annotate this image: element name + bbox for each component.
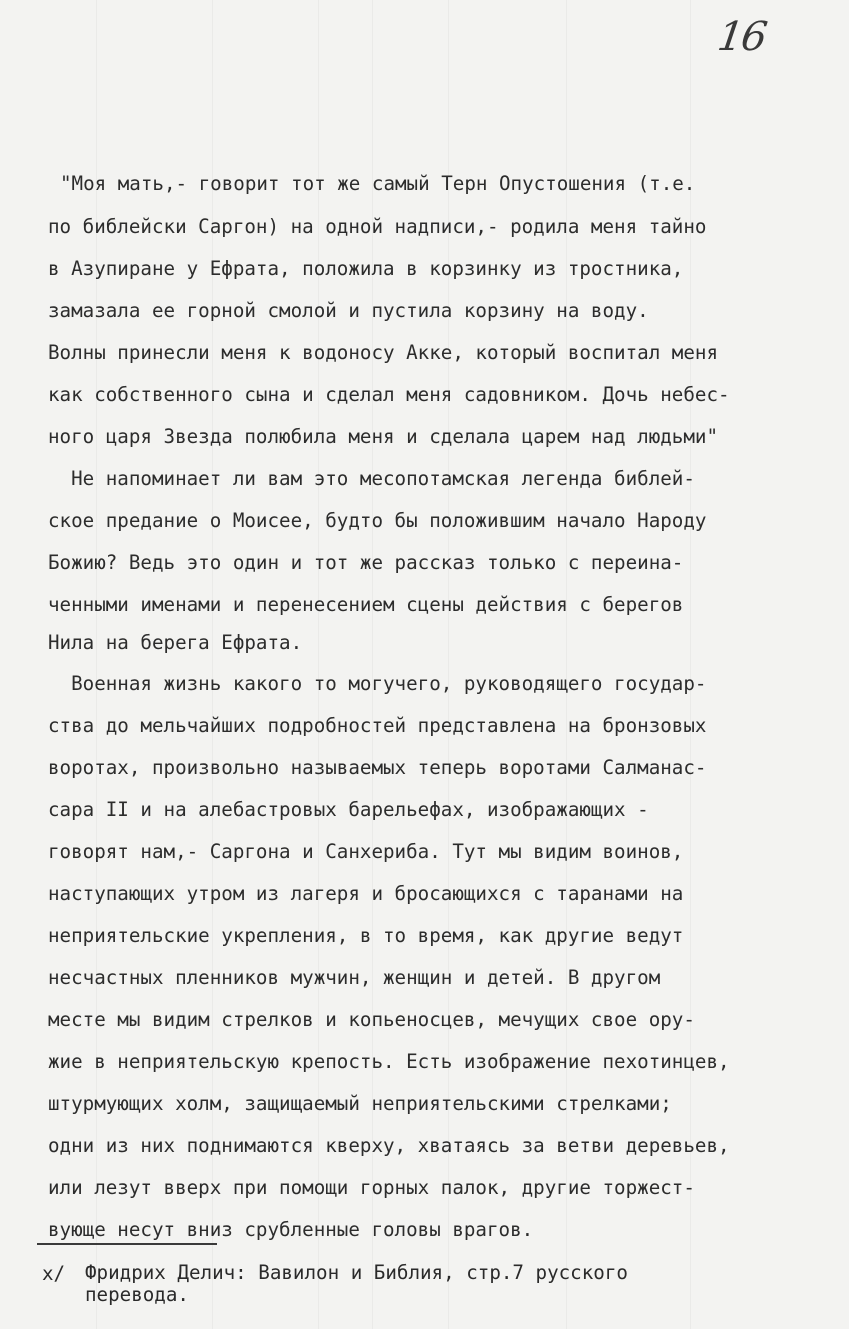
footnote-marker: x/ [42,1262,66,1285]
text-line: сара II и на алебастровых барельефах, изображающих - [48,798,649,821]
text-line: Нила на берега Ефрата. [48,631,303,654]
text-line: неприятельские укрепления, в то время, как другие ведут [48,924,684,947]
text-line: говорят нам,- Саргона и Санхериба. Тут мы видим воинов, [48,840,684,863]
text-line: по библейски Саргон) на одной надписи,- родила меня тайно [48,215,707,238]
text-line: Военная жизнь какого то могучего, руководящего государ- [48,672,707,695]
text-line: ства до мельчайших подробностей представлена на бронзовых [48,714,707,737]
text-line: как собственного сына и сделал меня садовником. Дочь небес- [48,383,730,406]
text-line: ское предание о Моисее, будто бы положившим начало Народу [48,509,707,532]
text-line: месте мы видим стрелков и копьеносцев, мечущих свое ору- [48,1008,695,1031]
text-line: одни из них поднимаются кверху, хватаясь за ветви деревьев, [48,1134,730,1157]
text-line: Волны принесли меня к водоносу Акке, который воспитал меня [48,341,719,364]
text-line: наступающих утром из лагеря и бросающихся с таранами на [48,882,684,905]
text-line: замазала ее горной смолой и пустила корзину на воду. [48,299,649,322]
text-line: "Моя мать,- говорит тот же самый Терн Опустошения (т.е. [60,172,696,195]
text-line: вующе несут вниз срубленные головы врагов. [48,1218,534,1241]
footnote-text [85,1262,628,1306]
text-line: жие в неприятельскую крепость. Есть изображение пехотинцев, [48,1050,730,1073]
text-line: Не напоминает ли вам это месопотамская легенда библей- [48,467,695,490]
text-line: или лезут вверх при помощи горных палок, другие торжест- [48,1176,695,1199]
page-number: 16 [714,14,769,60]
footnote-rule [37,1243,217,1245]
text-line: ного царя Звезда полюбила меня и сделала царем над людьми" [48,425,719,448]
text-line: Божию? Ведь это один и тот же рассказ только с переина- [48,551,684,574]
text-line: несчастных пленников мужчин, женщин и детей. В другом [48,966,661,989]
footnote-line-1: Фридрих Делич: Вавилон и Библия, стр.7 русского [85,1261,628,1284]
text-line: штурмующих холм, защищаемый неприятельскими стрелками; [48,1092,672,1115]
text-line: ченными именами и перенесением сцены действия с берегов [48,593,684,616]
text-line: воротах, произвольно называемых теперь воротами Салманас- [48,756,707,779]
footnote-line-2: перевода. [85,1283,189,1306]
text-line: в Азупиране у Ефрата, положила в корзинку из тростника, [48,257,684,280]
